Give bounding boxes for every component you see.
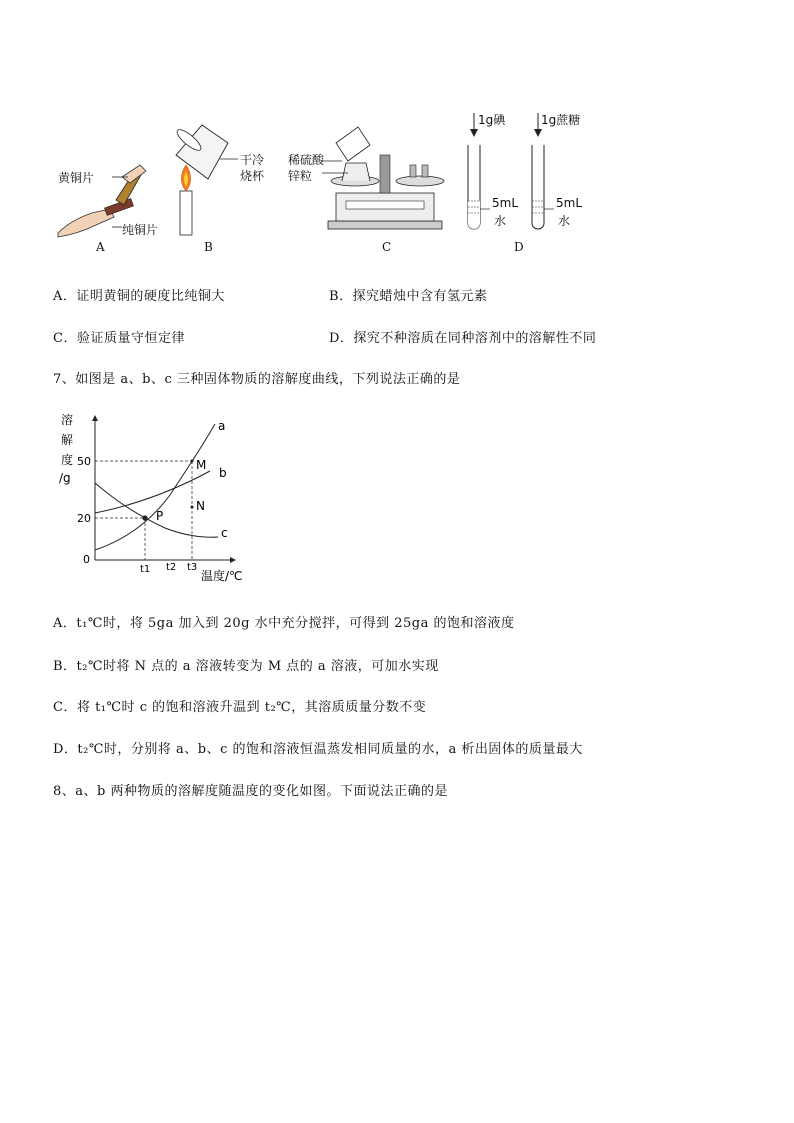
apparatus-c [322, 127, 444, 229]
series-label-c: c [221, 526, 228, 540]
q7-option-d: D．t₂℃时，分别将 a、b、c 的饱和溶液恒温蒸发相同质量的水，a 析出固体的质量最大 [53, 742, 583, 757]
label-zinc: 锌粒 [288, 169, 313, 183]
q7-option-a: A．t₁℃时，将 5ga 加入到 20g 水中充分搅拌，可得到 25ga 的饱和溶液度 [53, 616, 515, 631]
label-vol-1: 5mL [492, 196, 519, 210]
q6-option-d: D．探究不种溶质在同种溶剂中的溶解性不同 [329, 331, 597, 346]
q7-option-b: B．t₂℃时将 N 点的 a 溶液转变为 M 点的 a 溶液，可加水实现 [53, 659, 439, 674]
point-p [142, 515, 147, 520]
y-label-4: /g [59, 471, 71, 485]
label-dry-cold: 干冷 [240, 153, 265, 167]
label-copper: 纯铜片 [122, 223, 159, 237]
point-label-p: P [156, 509, 164, 523]
label-beaker: 烧杯 [240, 169, 265, 183]
point-label-n: N [196, 499, 205, 513]
q7-option-c: C．将 t₁℃时 c 的饱和溶液升温到 t₂℃，其溶质质量分数不变 [53, 700, 427, 715]
label-sucrose: 1g蔗糖 [541, 113, 581, 127]
y-label-1: 溶 [61, 413, 74, 427]
y-tick-0: 0 [83, 553, 90, 566]
point-label-m: M [196, 458, 207, 472]
y-tick-20: 20 [77, 512, 91, 525]
x-tick-t3: t3 [187, 562, 198, 573]
label-dilute-acid: 稀硫酸 [288, 153, 325, 167]
y-label-2: 解 [61, 433, 74, 447]
letter-a: A [96, 240, 105, 254]
label-water-2: 水 [558, 214, 571, 228]
y-tick-50: 50 [77, 455, 91, 468]
label-iodine: 1g碘 [478, 113, 506, 127]
x-axis-label: 温度/℃ [201, 569, 243, 583]
apparatus-d [468, 113, 554, 229]
y-label-3: 度 [61, 453, 74, 467]
letter-c: C [382, 240, 392, 254]
apparatus-b [174, 125, 238, 235]
q8-stem: 8、a、b 两种物质的溶解度随温度的变化如图。下面说法正确的是 [53, 784, 448, 799]
label-vol-2: 5mL [556, 196, 583, 210]
series-label-b: b [219, 466, 227, 480]
q7-stem: 7、如图是 a、b、c 三种固体物质的溶解度曲线，下列说法正确的是 [53, 372, 461, 387]
point-n [191, 506, 194, 509]
letter-b: B [204, 240, 213, 254]
x-tick-t2: t2 [166, 562, 177, 573]
solubility-chart [55, 410, 265, 590]
label-brass: 黄铜片 [58, 171, 95, 185]
q6-option-b: B．探究蜡烛中含有氢元素 [329, 289, 488, 304]
point-m [191, 460, 194, 463]
x-tick-t1: t1 [140, 564, 151, 575]
label-water-1: 水 [494, 214, 507, 228]
series-label-a: a [218, 419, 226, 433]
q6-option-a: A．证明黄铜的硬度比纯铜大 [53, 289, 225, 304]
letter-d: D [514, 240, 524, 254]
curve-a [95, 424, 215, 550]
q6-option-c: C．验证质量守恒定律 [53, 331, 185, 346]
